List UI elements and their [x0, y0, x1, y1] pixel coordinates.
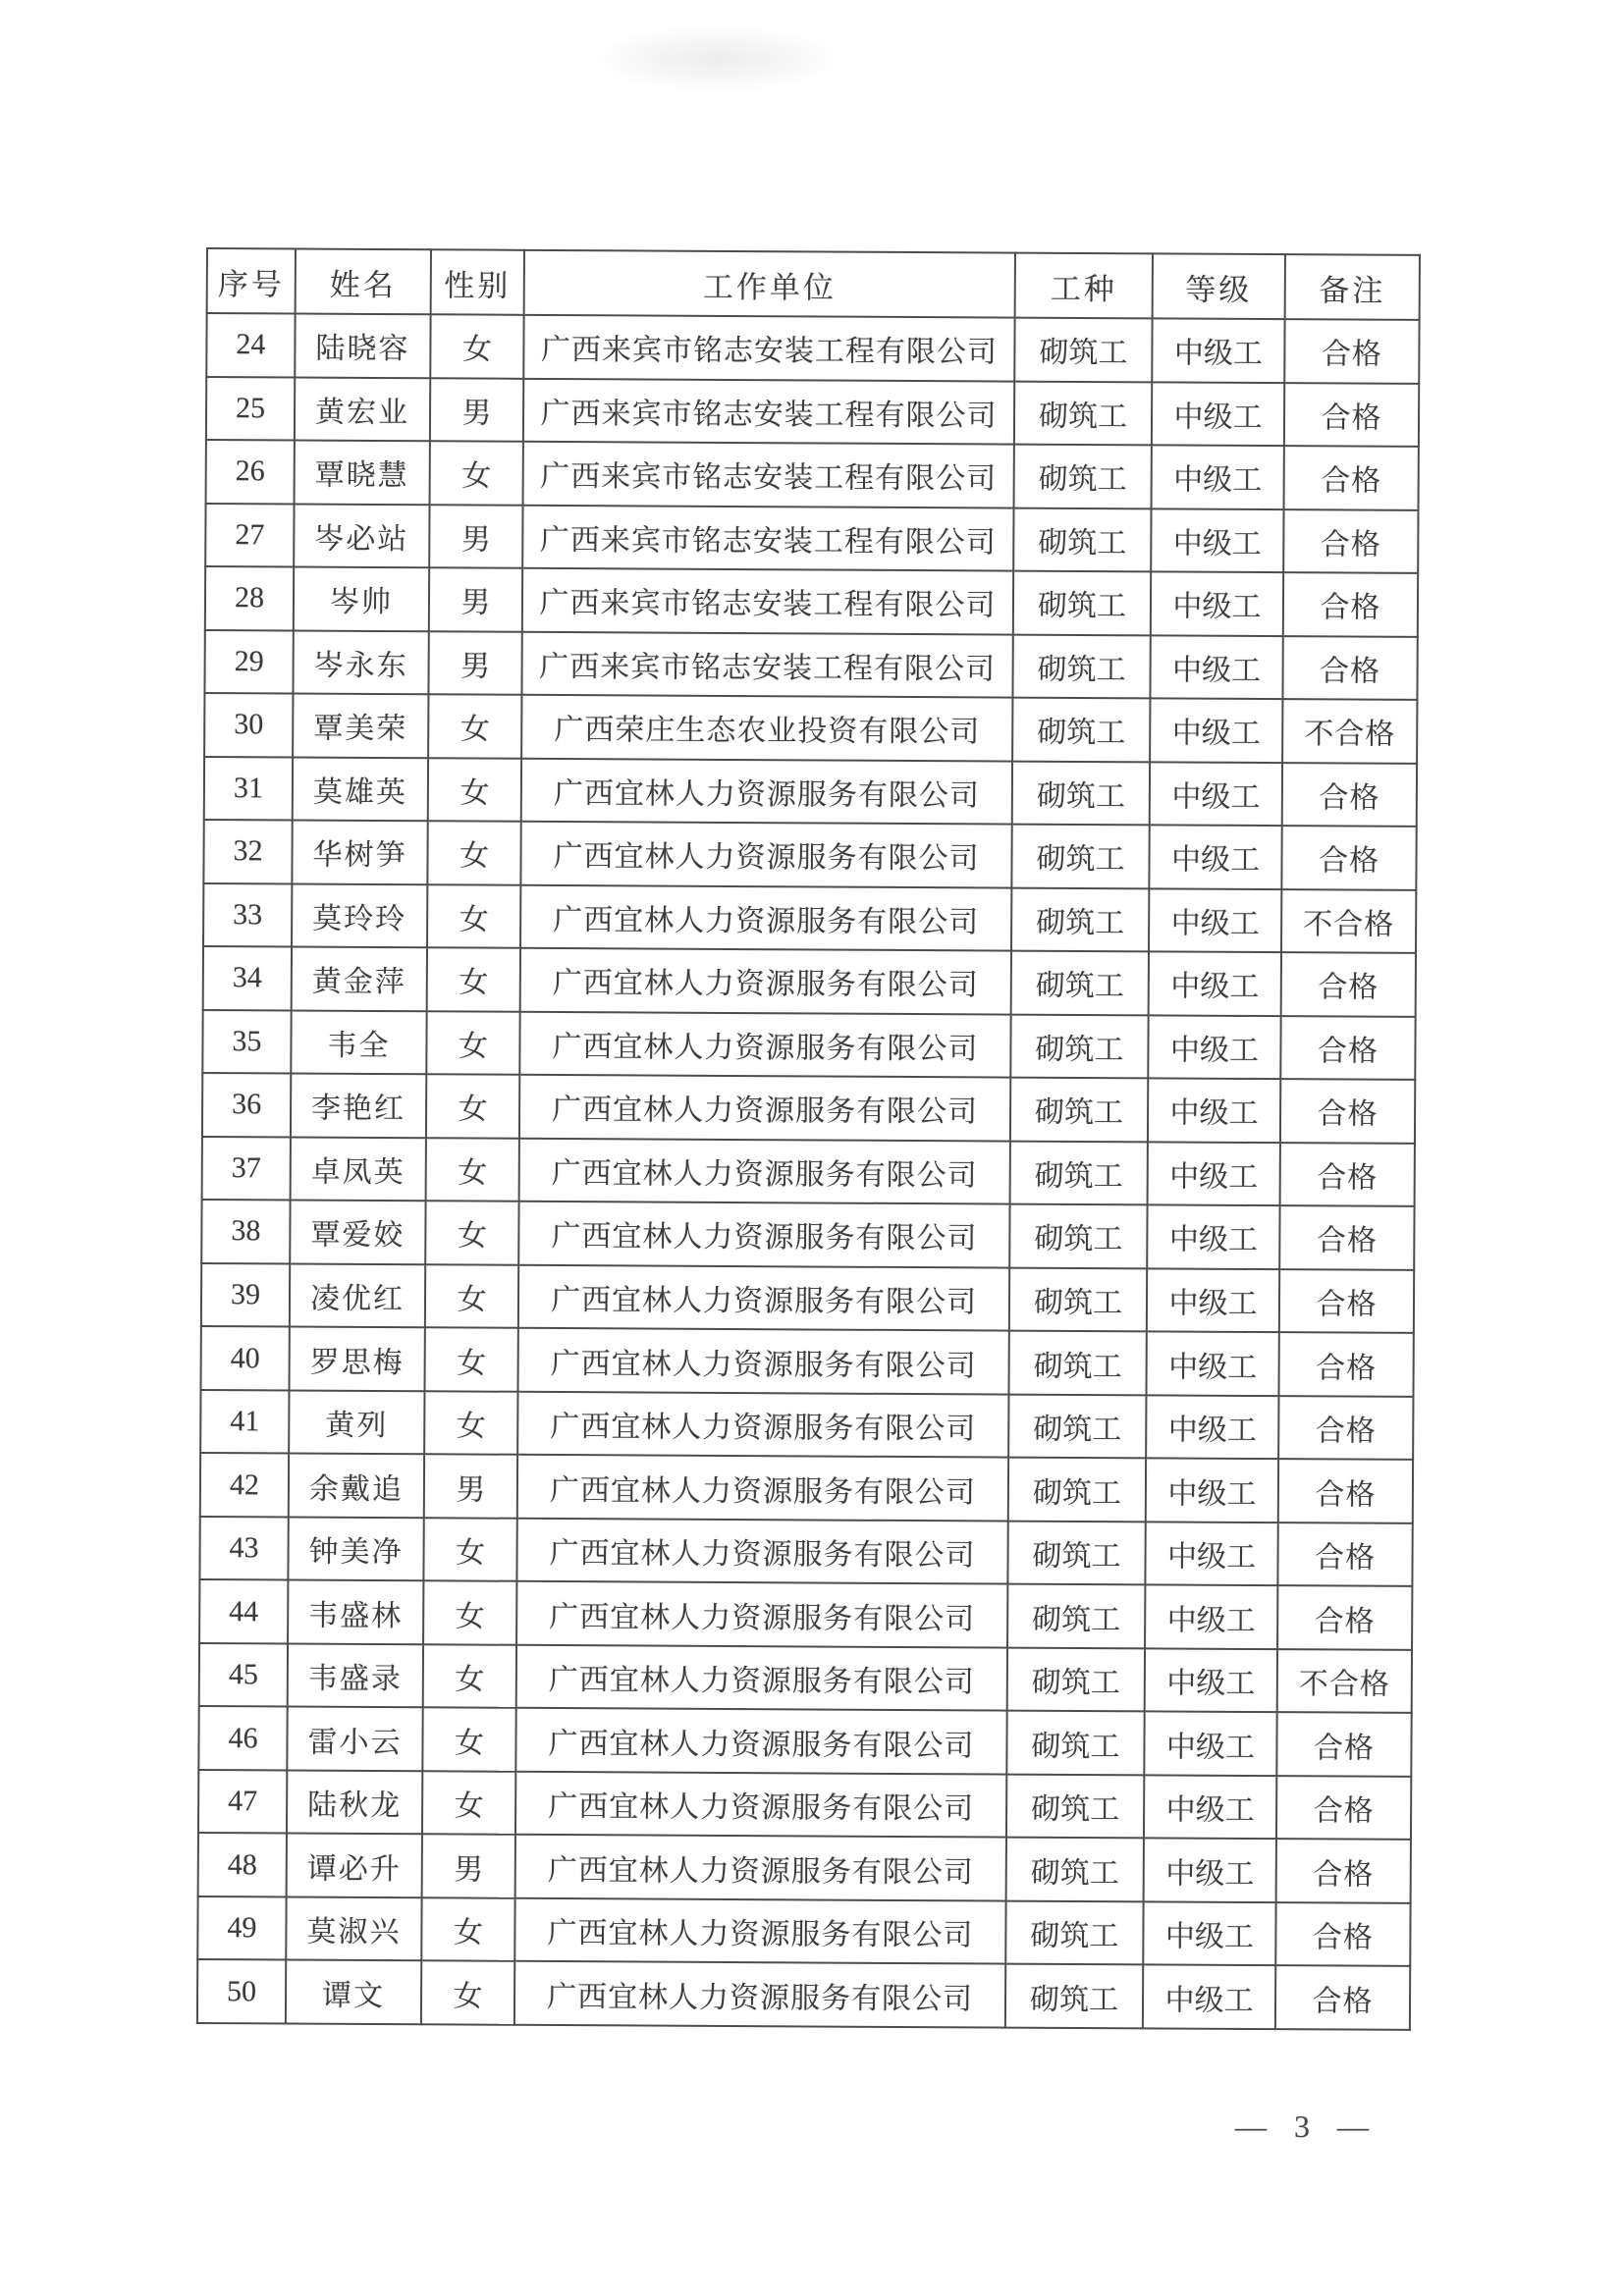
cell-index: 42 — [200, 1453, 289, 1517]
cell-trade: 砌筑工 — [1006, 1838, 1144, 1901]
table-row — [200, 1390, 1413, 1460]
cell-grade: 中级工 — [1151, 508, 1283, 572]
cell-remark: 合格 — [1276, 1776, 1411, 1840]
cell-grade: 中级工 — [1150, 762, 1282, 826]
cell-company: 广西宜林人力资源服务有限公司 — [520, 822, 1011, 887]
table-row — [203, 820, 1416, 889]
cell-name: 陆晓容 — [295, 314, 430, 378]
cell-gender: 女 — [428, 758, 521, 822]
cell-name: 黄宏业 — [295, 377, 430, 441]
cell-gender: 男 — [424, 1455, 517, 1519]
cell-grade: 中级工 — [1151, 571, 1283, 635]
cell-index: 31 — [204, 757, 293, 821]
cell-company: 广西来宾市铭志安装工程有限公司 — [523, 315, 1014, 381]
table-row — [205, 566, 1418, 636]
cell-trade: 砌筑工 — [1009, 1204, 1147, 1268]
cell-company: 广西宜林人力资源服务有限公司 — [519, 1011, 1010, 1077]
table-row — [197, 1959, 1410, 2029]
cell-trade: 砌筑工 — [1009, 1267, 1147, 1331]
cell-index: 30 — [204, 693, 293, 757]
table-row — [206, 313, 1419, 383]
table-row — [204, 693, 1417, 763]
table-row — [198, 1833, 1411, 1902]
cell-grade: 中级工 — [1145, 1648, 1277, 1712]
cell-gender: 女 — [421, 1897, 514, 1961]
cell-remark: 合格 — [1277, 1522, 1412, 1586]
cell-remark: 合格 — [1283, 509, 1418, 573]
cell-grade: 中级工 — [1146, 1459, 1278, 1522]
cell-company: 广西宜林人力资源服务有限公司 — [515, 1835, 1006, 1900]
cell-index: 46 — [198, 1706, 287, 1770]
cell-company: 广西宜林人力资源服务有限公司 — [518, 1265, 1009, 1331]
cell-grade: 中级工 — [1152, 382, 1284, 446]
cell-grade: 中级工 — [1143, 1901, 1275, 1965]
cell-remark: 合格 — [1278, 1459, 1413, 1522]
cell-name: 岑必站 — [294, 504, 429, 567]
cell-grade: 中级工 — [1146, 1395, 1278, 1459]
cell-name: 莫雄英 — [293, 757, 428, 821]
cell-remark: 不合格 — [1281, 889, 1416, 953]
cell-gender: 女 — [424, 1391, 517, 1455]
cell-index: 35 — [202, 1010, 291, 1074]
cell-trade: 砌筑工 — [1006, 1774, 1144, 1838]
table-container — [196, 247, 1419, 2031]
cell-name: 罗思梅 — [289, 1327, 424, 1391]
scan-artifact — [589, 25, 844, 93]
cell-index: 37 — [202, 1137, 291, 1201]
cell-gender: 女 — [425, 1201, 518, 1264]
cell-grade: 中级工 — [1143, 1965, 1275, 2029]
cell-name: 岑永东 — [293, 630, 428, 694]
cell-trade: 砌筑工 — [1012, 634, 1150, 698]
certification-results-table — [196, 247, 1421, 2031]
table-row — [203, 946, 1416, 1016]
table-row — [199, 1517, 1412, 1586]
cell-company: 广西宜林人力资源服务有限公司 — [516, 1581, 1007, 1647]
cell-name: 谭必升 — [287, 1834, 422, 1897]
table-row — [204, 630, 1417, 700]
cell-gender: 女 — [425, 1264, 518, 1328]
cell-index: 26 — [206, 440, 295, 504]
cell-trade: 砌筑工 — [1005, 1900, 1143, 1964]
cell-name: 雷小云 — [287, 1707, 422, 1771]
cell-name: 莫玲玲 — [292, 883, 427, 947]
cell-trade: 砌筑工 — [1014, 381, 1152, 445]
cell-grade: 中级工 — [1148, 1079, 1280, 1143]
cell-grade: 中级工 — [1150, 635, 1282, 699]
cell-company: 广西来宾市铭志安装工程有限公司 — [522, 505, 1013, 570]
header-row — [207, 248, 1420, 320]
cell-grade: 中级工 — [1148, 1142, 1280, 1205]
cell-remark: 合格 — [1279, 1269, 1414, 1333]
cell-grade: 中级工 — [1152, 318, 1284, 382]
cell-company: 广西宜林人力资源服务有限公司 — [520, 948, 1011, 1014]
cell-remark: 合格 — [1281, 826, 1416, 889]
cell-trade: 砌筑工 — [1013, 571, 1151, 635]
cell-company: 广西宜林人力资源服务有限公司 — [517, 1455, 1008, 1521]
cell-remark: 合格 — [1278, 1332, 1413, 1396]
cell-trade: 砌筑工 — [1008, 1394, 1146, 1458]
table-row — [202, 1137, 1415, 1206]
cell-remark: 不合格 — [1277, 1649, 1412, 1713]
cell-company: 广西宜林人力资源服务有限公司 — [515, 1772, 1006, 1838]
table-row — [199, 1579, 1412, 1649]
cell-index: 39 — [201, 1263, 290, 1327]
cell-name: 覃美荣 — [293, 694, 428, 758]
header-trade: 工种 — [1015, 253, 1153, 319]
cell-gender: 男 — [428, 631, 521, 695]
cell-index: 38 — [201, 1200, 290, 1263]
cell-name: 凌优红 — [290, 1263, 425, 1327]
cell-trade: 砌筑工 — [1007, 1647, 1145, 1711]
cell-name: 李艳红 — [291, 1074, 426, 1138]
cell-trade: 砌筑工 — [1010, 1014, 1148, 1078]
cell-grade: 中级工 — [1152, 445, 1284, 508]
cell-index: 32 — [203, 820, 292, 883]
cell-index: 48 — [198, 1833, 287, 1896]
cell-gender: 女 — [426, 1138, 519, 1201]
table-row — [198, 1706, 1411, 1776]
cell-name: 卓凤英 — [291, 1137, 426, 1201]
cell-index: 33 — [203, 883, 292, 947]
cell-trade: 砌筑工 — [1012, 761, 1150, 825]
cell-remark: 合格 — [1282, 636, 1417, 700]
cell-name: 韦全 — [291, 1010, 426, 1074]
cell-trade: 砌筑工 — [1007, 1584, 1145, 1648]
cell-gender: 女 — [421, 1961, 514, 2025]
cell-gender: 女 — [430, 314, 523, 378]
cell-company: 广西来宾市铭志安装工程有限公司 — [522, 568, 1013, 634]
cell-gender: 女 — [426, 1074, 519, 1138]
cell-name: 莫淑兴 — [286, 1896, 421, 1960]
cell-index: 27 — [205, 504, 294, 567]
cell-remark: 合格 — [1276, 1839, 1411, 1902]
table-row — [204, 757, 1417, 827]
cell-grade: 中级工 — [1148, 1015, 1280, 1079]
cell-gender: 男 — [422, 1835, 515, 1898]
table-row — [203, 883, 1416, 953]
cell-index: 29 — [204, 630, 293, 694]
cell-company: 广西宜林人力资源服务有限公司 — [519, 1075, 1010, 1141]
cell-remark: 合格 — [1275, 1902, 1410, 1966]
cell-company: 广西来宾市铭志安装工程有限公司 — [521, 631, 1012, 697]
cell-name: 覃爱姣 — [290, 1201, 425, 1264]
cell-remark: 合格 — [1282, 763, 1417, 827]
table-row — [201, 1200, 1414, 1269]
cell-index: 40 — [201, 1326, 290, 1390]
cell-gender: 女 — [422, 1771, 515, 1835]
cell-grade: 中级工 — [1147, 1268, 1279, 1332]
cell-name: 韦盛林 — [288, 1580, 423, 1644]
page-number: — 3 — — [1235, 2109, 1371, 2144]
cell-gender: 女 — [423, 1644, 516, 1708]
cell-index: 45 — [199, 1643, 288, 1707]
cell-grade: 中级工 — [1149, 952, 1281, 1016]
cell-company: 广西宜林人力资源服务有限公司 — [514, 1961, 1005, 2027]
cell-trade: 砌筑工 — [1014, 445, 1152, 508]
cell-remark: 合格 — [1283, 572, 1418, 636]
cell-trade: 砌筑工 — [1011, 887, 1149, 951]
cell-grade: 中级工 — [1147, 1205, 1279, 1269]
cell-trade: 砌筑工 — [1012, 698, 1150, 762]
header-index: 序号 — [207, 248, 296, 314]
header-grade: 等级 — [1153, 253, 1285, 319]
cell-name: 韦盛录 — [288, 1643, 423, 1707]
cell-company: 广西宜林人力资源服务有限公司 — [521, 758, 1012, 824]
cell-name: 谭文 — [286, 1960, 421, 2024]
table-row — [206, 440, 1419, 509]
cell-grade: 中级工 — [1145, 1522, 1277, 1585]
cell-gender: 男 — [430, 378, 523, 442]
cell-trade: 砌筑工 — [1011, 951, 1149, 1015]
cell-grade: 中级工 — [1144, 1839, 1276, 1902]
header-remark: 备注 — [1285, 254, 1420, 320]
table-row — [202, 1073, 1415, 1143]
header-name: 姓名 — [296, 249, 431, 315]
cell-gender: 女 — [428, 694, 521, 758]
cell-company: 广西宜林人力资源服务有限公司 — [519, 1138, 1010, 1203]
cell-index: 41 — [200, 1390, 289, 1454]
cell-gender: 女 — [427, 884, 520, 948]
cell-trade: 砌筑工 — [1007, 1521, 1145, 1584]
cell-company: 广西来宾市铭志安装工程有限公司 — [523, 442, 1014, 507]
cell-grade: 中级工 — [1144, 1712, 1276, 1776]
cell-index: 43 — [199, 1517, 288, 1580]
cell-trade: 砌筑工 — [1005, 1964, 1143, 2028]
cell-remark: 合格 — [1277, 1585, 1412, 1649]
cell-grade: 中级工 — [1149, 888, 1281, 952]
cell-company: 广西宜林人力资源服务有限公司 — [516, 1645, 1007, 1711]
table-row — [205, 504, 1418, 573]
table-body — [197, 313, 1420, 2030]
cell-grade: 中级工 — [1145, 1585, 1277, 1649]
cell-trade: 砌筑工 — [1011, 825, 1149, 888]
table-header — [207, 248, 1420, 320]
cell-company: 广西宜林人力资源服务有限公司 — [517, 1392, 1008, 1458]
cell-company: 广西荣庄生态农业投资有限公司 — [521, 695, 1012, 761]
cell-name: 覃晓慧 — [295, 441, 430, 505]
cell-index: 50 — [197, 1959, 286, 2023]
cell-gender: 女 — [424, 1328, 517, 1392]
cell-name: 岑帅 — [294, 567, 429, 631]
cell-gender: 女 — [430, 441, 523, 505]
cell-company: 广西宜林人力资源服务有限公司 — [516, 1519, 1007, 1584]
table-row — [197, 1896, 1410, 1966]
cell-trade: 砌筑工 — [1008, 1458, 1146, 1522]
cell-index: 47 — [198, 1770, 287, 1834]
cell-grade: 中级工 — [1146, 1332, 1278, 1396]
cell-index: 28 — [205, 566, 294, 630]
cell-grade: 中级工 — [1150, 698, 1282, 762]
cell-trade: 砌筑工 — [1010, 1141, 1148, 1204]
cell-index: 25 — [206, 377, 295, 441]
cell-company: 广西宜林人力资源服务有限公司 — [517, 1328, 1008, 1394]
cell-gender: 女 — [423, 1518, 516, 1581]
cell-name: 钟美净 — [288, 1517, 423, 1580]
cell-remark: 合格 — [1284, 383, 1419, 447]
table-row — [206, 377, 1419, 447]
cell-name: 余戴追 — [289, 1454, 424, 1518]
table-row — [201, 1263, 1414, 1333]
cell-trade: 砌筑工 — [1013, 507, 1151, 571]
cell-remark: 合格 — [1278, 1396, 1413, 1460]
cell-remark: 合格 — [1279, 1205, 1414, 1269]
cell-trade: 砌筑工 — [1006, 1711, 1144, 1775]
cell-gender: 女 — [426, 1011, 519, 1075]
table-row — [200, 1453, 1413, 1522]
cell-company: 广西来宾市铭志安装工程有限公司 — [523, 378, 1014, 444]
table-row — [202, 1010, 1415, 1080]
cell-gender: 男 — [429, 567, 522, 631]
cell-remark: 合格 — [1281, 952, 1416, 1016]
cell-gender: 女 — [427, 947, 520, 1011]
cell-remark: 合格 — [1284, 319, 1419, 383]
cell-company: 广西宜林人力资源服务有限公司 — [518, 1201, 1009, 1267]
cell-trade: 砌筑工 — [1008, 1331, 1146, 1395]
cell-name: 黄金萍 — [292, 947, 427, 1011]
cell-trade: 砌筑工 — [1010, 1078, 1148, 1142]
cell-name: 陆秋龙 — [287, 1770, 422, 1834]
cell-grade: 中级工 — [1144, 1775, 1276, 1839]
cell-remark: 合格 — [1280, 1143, 1415, 1206]
cell-remark: 合格 — [1275, 1966, 1410, 2030]
table-row — [201, 1326, 1414, 1396]
cell-gender: 女 — [427, 821, 520, 884]
cell-index: 44 — [199, 1579, 288, 1643]
cell-index: 34 — [203, 946, 292, 1010]
header-company: 工作单位 — [524, 250, 1015, 318]
cell-index: 49 — [197, 1896, 286, 1960]
cell-name: 华树笋 — [292, 821, 427, 884]
cell-company: 广西宜林人力资源服务有限公司 — [514, 1898, 1005, 1964]
cell-grade: 中级工 — [1149, 825, 1281, 888]
cell-index: 24 — [206, 313, 295, 377]
cell-remark: 合格 — [1280, 1016, 1415, 1080]
cell-remark: 不合格 — [1282, 699, 1417, 763]
cell-gender: 女 — [422, 1708, 515, 1772]
table-row — [198, 1770, 1411, 1840]
cell-remark: 合格 — [1284, 446, 1419, 509]
cell-remark: 合格 — [1280, 1079, 1415, 1143]
cell-remark: 合格 — [1276, 1712, 1411, 1776]
cell-gender: 男 — [429, 505, 522, 568]
cell-gender: 女 — [423, 1581, 516, 1645]
cell-name: 黄列 — [289, 1390, 424, 1454]
table-row — [199, 1643, 1412, 1713]
cell-company: 广西宜林人力资源服务有限公司 — [520, 884, 1011, 950]
cell-company: 广西宜林人力资源服务有限公司 — [515, 1708, 1006, 1774]
cell-index: 36 — [202, 1073, 291, 1137]
cell-trade: 砌筑工 — [1014, 318, 1152, 382]
header-gender: 性别 — [431, 249, 524, 315]
